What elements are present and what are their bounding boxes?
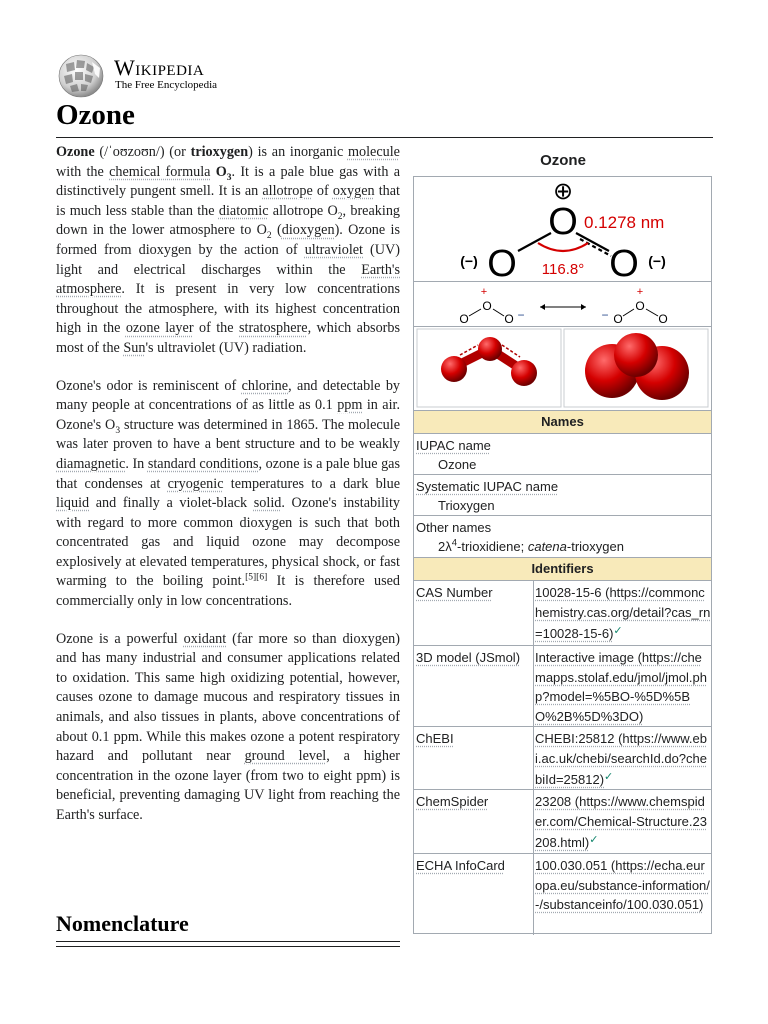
article-link[interactable]: chemical formula: [109, 163, 211, 180]
resonance-o-right-a: O: [613, 312, 623, 326]
text-run: , a higher concentration in the ozone layer (from two to eight ppm) is beneficial, preventing damaging UV light from reaching the Earth's surface.: [56, 748, 401, 823]
infobox-systematic-row: [414, 475, 711, 516]
text-run: Ozone: [56, 144, 95, 160]
paragraph-properties: [56, 377, 400, 612]
article-link[interactable]: molecule: [347, 144, 400, 160]
identifier-row: [414, 854, 711, 935]
identifier-row: [414, 646, 711, 727]
article-link[interactable]: ozone layer: [125, 320, 194, 337]
verified-check-icon: ✓: [589, 834, 599, 846]
text-run: Ozone's odor is reminiscent of: [56, 377, 242, 394]
verified-check-icon: ✓: [613, 625, 623, 637]
text-run: 3: [115, 425, 121, 436]
text-run: (/ˈoʊzoʊn/) (or: [94, 144, 191, 160]
infobox-caption: Ozone: [540, 152, 586, 169]
resonance-o-center-right: O: [635, 299, 645, 313]
article-link[interactable]: ground level: [244, 748, 327, 765]
text-run: , which absorbs most of the: [56, 320, 401, 356]
article-link[interactable]: ultraviolet: [304, 241, 363, 258]
identifier-value[interactable]: [534, 581, 711, 645]
left-oxygen-atom: O: [487, 243, 517, 282]
resonance-structures-diagram: [414, 282, 711, 327]
article-link[interactable]: oxygen: [332, 183, 375, 200]
ozone-structure-diagram: [414, 177, 711, 282]
text-run: in air. Ozone's O: [56, 397, 401, 433]
infobox-model-images: [414, 327, 711, 411]
identifier-value[interactable]: [534, 854, 711, 935]
text-run: and finally a violet-black: [89, 495, 254, 512]
wordmark-subtitle: The Free Encyclopedia: [115, 79, 218, 91]
text-run: ). Ozone is formed from dioxygen by the action of: [56, 222, 401, 258]
identifier-label-text[interactable]: 3D model (JSmol): [416, 650, 521, 665]
page-title: Ozone: [56, 99, 135, 131]
text-run: of the: [193, 320, 240, 337]
text-run: O: [215, 163, 227, 180]
wikipedia-wordmark[interactable]: [114, 57, 217, 92]
infobox-identifiers-header: Identifiers: [414, 558, 711, 581]
identifier-row: [414, 790, 711, 854]
resonance-o-left-a: O: [459, 312, 469, 326]
resonance-o-right-b: O: [658, 312, 668, 326]
infobox: [413, 176, 712, 934]
other-names-label: Other names: [416, 520, 492, 535]
identifier-label[interactable]: [414, 646, 534, 726]
article-link[interactable]: oxidant: [183, 630, 227, 647]
article-link[interactable]: Sun: [123, 339, 146, 356]
article-link[interactable]: diatomic: [218, 202, 269, 219]
identifier-label[interactable]: [414, 581, 534, 645]
identifier-link[interactable]: 100.030.051 (https://echa.europa.eu/substance-information/-/substanceinfo/100.030.051): [535, 858, 710, 912]
text-run: that is much less stable than the: [56, 183, 400, 219]
infobox-resonance-diagram[interactable]: [414, 282, 711, 327]
article-link[interactable]: standard conditions: [147, 455, 259, 472]
text-run: 2: [337, 211, 343, 222]
article-link[interactable]: liquid: [56, 495, 90, 512]
text-run: , ozone is a pale blue gas that condenses at: [56, 455, 400, 492]
text-run: . It is present in very low concentrations throughout the atmosphere, with its highest concentration high in the: [56, 281, 400, 337]
text-run: . It is a pale blue gas with a distinctively pungent smell. It is an: [56, 163, 401, 200]
article-link[interactable]: Earth's atmosphere: [56, 261, 400, 298]
text-run: trioxygen: [190, 144, 249, 160]
wordmark-title: Wikipedia: [114, 55, 205, 80]
central-oxygen-atom: O: [548, 201, 578, 243]
right-oxygen-atom: O: [609, 243, 639, 282]
resonance-minus-right: −: [601, 308, 609, 322]
article-link[interactable]: chlorine: [241, 377, 289, 394]
infobox-structure-diagram[interactable]: [414, 177, 711, 282]
text-run: 3: [226, 172, 232, 183]
identifier-link[interactable]: Interactive image (https://chemapps.stolaf.edu/jmol/jmol.php?model=%5BO-%5D%5BO%2B%5D%3DO): [535, 650, 707, 724]
infobox-names-header: Names: [414, 411, 711, 434]
identifier-link[interactable]: 23208 (https://www.chemspider.com/Chemical-Structure.23208.html): [535, 794, 707, 850]
article-link[interactable]: cryogenic: [167, 475, 224, 492]
text-run: (: [271, 222, 282, 239]
iupac-name-label[interactable]: IUPAC name: [416, 438, 491, 453]
wikipedia-globe-icon[interactable]: [56, 54, 106, 98]
iupac-name-value: Ozone: [438, 457, 477, 472]
text-run: . In: [125, 455, 148, 472]
section-heading-nomenclature: Nomenclature: [56, 911, 189, 936]
text-run: 's ultraviolet (UV) radiation.: [145, 339, 307, 356]
text-run: , and detectable by many people at concentrations of as little as 0.1: [56, 377, 401, 414]
text-run: (UV) light and electrical discharges within the: [56, 241, 400, 278]
paragraph-intro: [56, 143, 400, 359]
identifier-label[interactable]: [414, 727, 534, 789]
text-run: Ozone is a powerful: [56, 630, 184, 647]
systematic-name-label[interactable]: Systematic IUPAC name: [416, 479, 559, 494]
text-run: of: [312, 183, 333, 200]
infobox-iupac-row: [414, 434, 711, 475]
ozone-3d-models[interactable]: [414, 327, 711, 411]
text-run: temperatures to a dark blue: [223, 475, 400, 492]
other-names-value: $2\lambda^4$-trioxidiene; catena-trioxygen: [438, 537, 624, 554]
identifier-value[interactable]: [534, 646, 711, 726]
resonance-o-center-left: O: [482, 299, 492, 313]
article-link[interactable]: ppm: [337, 397, 363, 414]
resonance-plus-left: +: [480, 286, 488, 298]
resonance-o-left-b: O: [504, 312, 514, 326]
positive-charge-symbol: ⊕: [552, 178, 574, 205]
text-run: 2: [266, 231, 272, 242]
systematic-name-value: Trioxygen: [438, 498, 495, 513]
article-link[interactable]: allotrope: [262, 183, 313, 200]
article-body: [56, 143, 400, 844]
identifier-link[interactable]: CHEBI:25812 (https://www.ebi.ac.uk/chebi/searchId.do?chebiId=25812): [535, 731, 707, 787]
article-link[interactable]: solid: [253, 495, 282, 512]
article-link[interactable]: stratosphere: [239, 320, 308, 337]
article-link[interactable]: diamagnetic: [56, 455, 126, 472]
identifier-label[interactable]: [414, 790, 534, 853]
resonance-minus-left: −: [517, 308, 525, 322]
identifier-value[interactable]: [534, 727, 711, 789]
verified-check-icon: ✓: [604, 771, 614, 783]
identifier-label-text[interactable]: ECHA InfoCard: [416, 858, 505, 873]
identifier-link[interactable]: 10028-15-6 (https://commonchemistry.cas.org/detail?cas_rn=10028-15-6): [535, 585, 711, 641]
text-run: allotrope O: [268, 202, 338, 219]
bond-length-label: 0.1278 nm: [584, 213, 665, 232]
text-run: with the: [56, 163, 110, 180]
title-divider: [56, 137, 713, 138]
negative-charge-right: (−): [648, 253, 666, 269]
identifier-label-text[interactable]: ChEBI: [416, 731, 454, 746]
identifier-label[interactable]: [414, 854, 534, 935]
identifier-label-text[interactable]: CAS Number: [416, 585, 493, 600]
bond-angle-label: 116.8°: [541, 261, 585, 278]
text-run: . Ozone's instability with regard to more common dioxygen is such that both concentrated gas and liquid ozone may decompose explosively at elevated temperatures, physical shock, or fast warming to the boiling point.: [56, 495, 400, 590]
text-run: It is therefore used commercially only in low concentrations.: [56, 573, 400, 610]
identifier-row: [414, 727, 711, 790]
text-run: structure was determined in 1865. The molecule was later proven to have a bent structure and to be weakly: [56, 416, 400, 453]
text-run: , breaking down in the lower atmosphere to O: [56, 202, 401, 239]
paragraph-oxidant: [56, 630, 400, 826]
negative-charge-left: (−): [460, 253, 478, 269]
article-link[interactable]: dioxygen: [281, 222, 335, 239]
identifier-value[interactable]: [534, 790, 711, 853]
identifier-label-text[interactable]: ChemSpider: [416, 794, 489, 809]
citation-ref[interactable]: [5][6]: [245, 572, 268, 583]
section-divider: [56, 941, 400, 947]
infobox-other-names-row: [414, 516, 711, 558]
resonance-plus-right: +: [636, 286, 644, 298]
text-run: ) is an inorganic: [248, 144, 348, 160]
identifier-row: [414, 581, 711, 646]
text-run: (far more so than dioxygen) and has many industrial and consumer applications related to oxidation. This same high oxidizing potential, however, causes ozone to damage mucous and respiratory tissues in animals, and also tissues in plants, above concentrations of about 0.1 ppm. While this makes ozone a potent respiratory hazard and pollutant near: [56, 630, 400, 765]
